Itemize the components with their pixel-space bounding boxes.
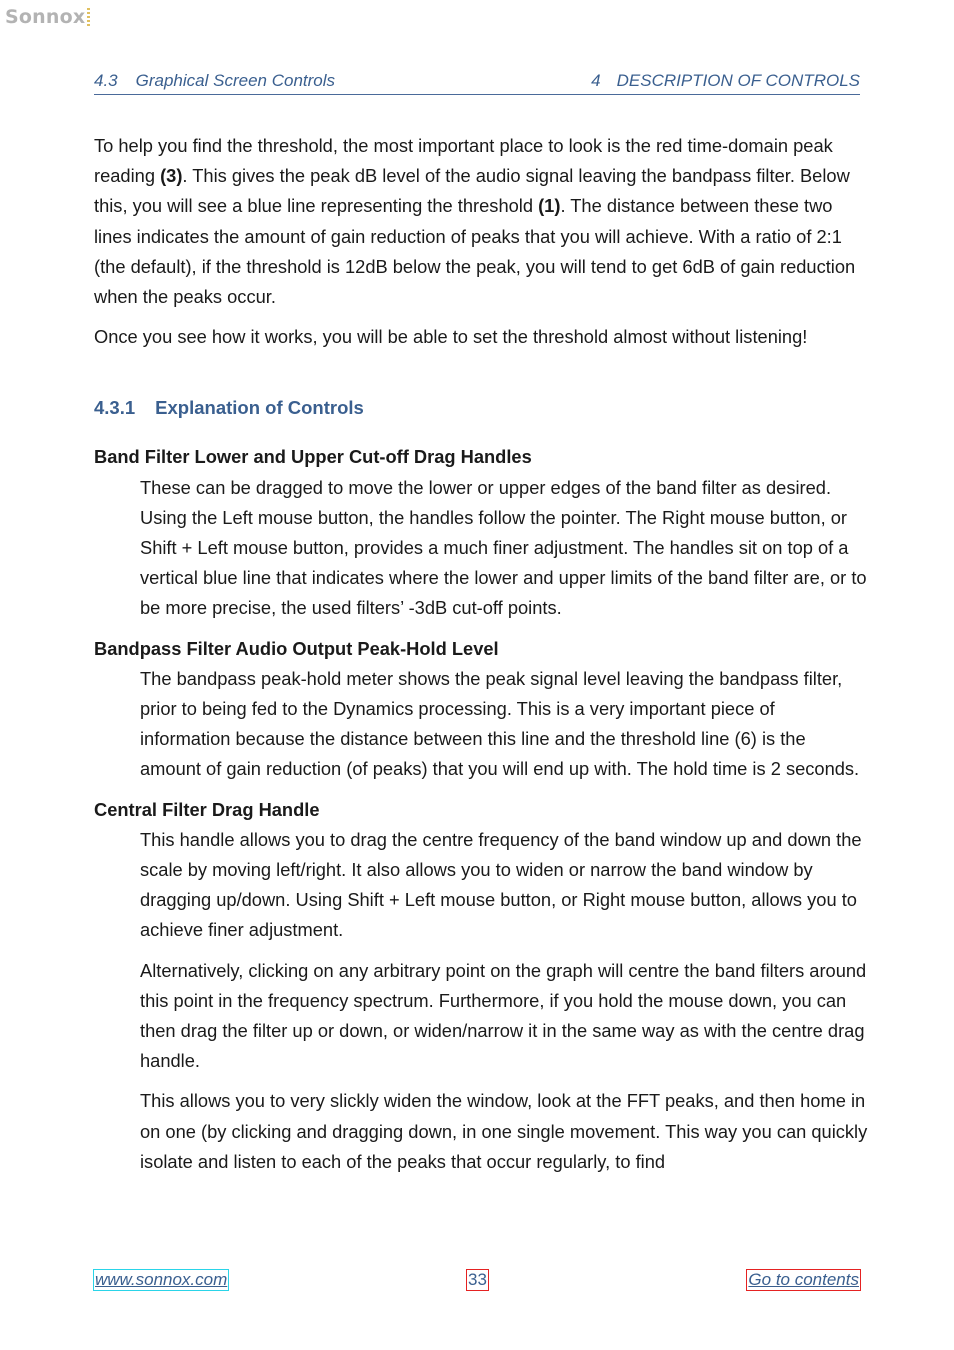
entry-description bbox=[140, 473, 869, 624]
running-header bbox=[94, 70, 860, 95]
entry-description bbox=[140, 664, 869, 785]
website-link[interactable]: www.sonnox.com bbox=[95, 1270, 228, 1289]
page-body bbox=[94, 131, 869, 1187]
sonnox-logo bbox=[5, 6, 90, 28]
header-left-title: Graphical Screen Controls bbox=[135, 71, 336, 90]
intro-paragraph-1 bbox=[94, 131, 869, 312]
intro-ref-1: (1) bbox=[538, 195, 561, 217]
intro-paragraph-2: Once you see how it works, you will be able to set the threshold almost without listening! bbox=[94, 326, 808, 348]
entry-description bbox=[140, 825, 869, 1177]
entry-paragraph: Alternatively, clicking on any arbitrary point on the graph will centre the band filters around this point in the frequency spectrum. Furthermore, if you hold the mouse down, you can then drag the filter up or down, or widen/narrow it in the same way as with the centre drag handle. bbox=[140, 959, 867, 1072]
entry-central-drag-handle bbox=[94, 795, 869, 1177]
header-left-number: 4.3 bbox=[94, 71, 118, 90]
header-right-title: DESCRIPTION OF CONTROLS bbox=[616, 71, 860, 90]
logo-mark-icon bbox=[87, 8, 90, 26]
logo-text: Sonnox bbox=[5, 6, 86, 28]
header-right-number: 4 bbox=[591, 71, 601, 90]
entry-band-filter-handles bbox=[94, 442, 869, 623]
entry-paragraph: These can be dragged to move the lower or upper edges of the band filter as desired. Using the Left mouse button, the handles follow the pointer. The Right mouse button, or Shift + Left mouse button, provides a much finer adjustment. The handles sit on top of a vertical blue line that indicates where the lower and upper limits of the band filter are, or to be more precise, the used filters’ -3dB cut-off points. bbox=[140, 476, 867, 619]
section-number: 4.3.1 bbox=[94, 397, 136, 419]
header-chapter-right bbox=[591, 71, 860, 91]
page-footer bbox=[94, 1269, 860, 1293]
go-to-contents-link[interactable]: Go to contents bbox=[748, 1270, 859, 1289]
section-title: Explanation of Controls bbox=[155, 397, 364, 419]
intro-ref-3: (3) bbox=[160, 165, 183, 187]
entry-paragraph: This handle allows you to drag the centre frequency of the band window up and down the scale by moving left/right. It also allows you to widen or narrow the band window by dragging up/down. Using Shift + Left mouse button, or Right mouse button, allows you to achieve finer adjustment. bbox=[140, 828, 862, 941]
entry-paragraph: The bandpass peak-hold meter shows the peak signal level leaving the bandpass filter, prior to being fed to the Dynamics processing. This is a very important piece of information because the distance between this line and the threshold line (6) is the amount of gain reduction (of peaks) that you will end up with. The hold time is 2 seconds. bbox=[140, 667, 860, 780]
page-number-link[interactable]: 33 bbox=[468, 1270, 487, 1289]
section-heading bbox=[94, 393, 869, 423]
entry-term: Band Filter Lower and Upper Cut-off Drag Handles bbox=[94, 446, 532, 468]
header-section-left bbox=[94, 71, 335, 91]
intro-text-c: . This gives the peak dB level of the audio signal leaving the bandpass filter. Below this, you will see a blue line representing the threshold bbox=[94, 165, 850, 217]
entry-paragraph: This allows you to very slickly widen the window, look at the FFT peaks, and then home in on one (by clicking and dragging down, in one single movement. This way you can quickly isolate and listen to each of the peaks that occur regularly, to find bbox=[140, 1090, 868, 1172]
entry-term: Central Filter Drag Handle bbox=[94, 798, 320, 820]
entry-peak-hold-level bbox=[94, 634, 869, 785]
intro-text-e: . The distance between these two lines indicates the amount of gain reduction of peaks that you will achieve. With a ratio of 2:1 (the default), if the threshold is 12dB below the peak, you will tend to get 6dB of gain reduction when the peaks occur. bbox=[94, 195, 856, 308]
intro-text-a: To help you find the threshold, the most important place to look is the red time-domain peak reading bbox=[94, 135, 833, 187]
entry-term: Bandpass Filter Audio Output Peak-Hold Level bbox=[94, 637, 499, 659]
